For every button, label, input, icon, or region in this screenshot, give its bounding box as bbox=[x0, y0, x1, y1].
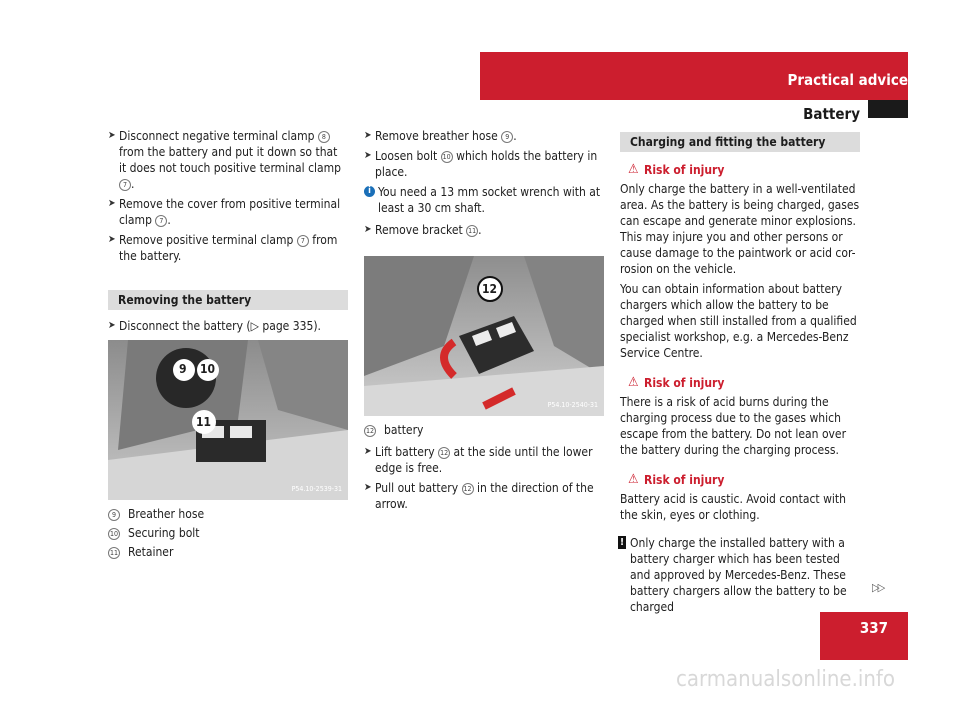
warning-2: ⚠ Risk of injury There is a risk of acid burns during the charging process due to the gases which escape from the battery. Do not lean over the battery during the charging process. bbox=[620, 375, 847, 457]
step: ➤ Loosen bolt 10 which holds the battery in place. bbox=[364, 149, 598, 179]
step-arrow-icon: ➤ bbox=[364, 150, 372, 161]
exclamation-icon: ! bbox=[619, 537, 625, 548]
step: ➤ Lift battery 12 at the side until the lower edge is free. bbox=[364, 445, 593, 475]
photo-mark: 12 bbox=[482, 282, 498, 296]
step-arrow-icon: ➤ bbox=[108, 234, 116, 245]
callout-7: 7 bbox=[119, 179, 131, 191]
photo-mark: 9 bbox=[179, 362, 187, 376]
column-2 bbox=[364, 128, 604, 242]
photo-mark: 11 bbox=[196, 415, 212, 429]
info-icon: i bbox=[364, 186, 375, 197]
legend-1 bbox=[108, 506, 348, 563]
seat-photo bbox=[364, 256, 604, 416]
subsection-title: Battery bbox=[803, 105, 860, 123]
warning-1: ⚠ Risk of injury Only charge the battery in a well-ventilated area. As the battery is being charged, gases can escape and generate minor explosions. This may injure you and other persons or cause damage to the paintwork or acid cor-rosion on the vehicle. You can obtain information about battery chargers which allow the battery to be charged when still installed from a qualified specialist workshop, e.g. a Mercedes-Benz Service Centre. bbox=[620, 162, 860, 360]
legend-item: 9 Breather hose bbox=[108, 506, 348, 522]
column-2-lower bbox=[364, 422, 604, 516]
page-ref-icon: ▷ bbox=[250, 319, 259, 333]
battery-photo-1 bbox=[108, 340, 348, 500]
step: ➤ Pull out battery 12 in the direction of the arrow. bbox=[364, 481, 594, 511]
photo-caption: P54.10-2540-31 bbox=[547, 401, 598, 409]
step: ➤ Remove bracket 11 . bbox=[364, 223, 482, 237]
caution-note: ! Only charge the installed battery with a battery charger which has been tested and approved by Mercedes-Benz. These battery chargers allow the battery to be charged bbox=[619, 536, 847, 614]
battery-photo-2 bbox=[364, 256, 604, 416]
step: ➤ Disconnect the battery (▷ page 335). bbox=[108, 319, 321, 333]
callout-8: 8 bbox=[318, 131, 330, 143]
legend-item: 10 Securing bolt bbox=[109, 526, 200, 540]
step: ➤ Remove positive terminal clamp 7 from the battery. bbox=[108, 233, 338, 263]
header-tab bbox=[868, 100, 908, 118]
step: ➤ Remove the cover from positive terminal clamp 7 . bbox=[108, 197, 341, 227]
column-3 bbox=[620, 132, 860, 615]
page-ref-link[interactable]: page 335). bbox=[262, 319, 321, 333]
removing-heading: Removing the battery bbox=[108, 290, 348, 310]
warning-triangle-icon: ⚠ bbox=[628, 472, 639, 487]
charging-heading: Charging and fitting the battery bbox=[620, 132, 860, 152]
warning-triangle-icon: ⚠ bbox=[628, 162, 639, 177]
info-note: i You need a 13 mm socket wrench with at least a 30 cm shaft. bbox=[364, 184, 604, 216]
column-1 bbox=[108, 128, 348, 338]
step: ➤ Remove breather hose 9 . bbox=[364, 129, 517, 143]
callout-7: 7 bbox=[155, 215, 167, 227]
step-arrow-icon: ➤ bbox=[364, 482, 372, 493]
photo-mark: 10 bbox=[200, 362, 216, 376]
callout-7: 7 bbox=[297, 235, 309, 247]
legend-item: 12 battery bbox=[365, 423, 424, 437]
step-arrow-icon: ➤ bbox=[108, 130, 116, 141]
step: ➤ Disconnect negative terminal clamp 8 from the battery and put it down so that it does not touch positive terminal clamp 7 . bbox=[108, 129, 342, 191]
step-arrow-icon: ➤ bbox=[364, 446, 372, 457]
watermark: carmanualsonline.info bbox=[676, 667, 895, 692]
step-arrow-icon: ➤ bbox=[108, 320, 116, 331]
step-arrow-icon: ➤ bbox=[108, 198, 116, 209]
page-number: 337 bbox=[859, 619, 888, 637]
seat-photo bbox=[108, 340, 348, 500]
photo-caption: P54.10-2539-31 bbox=[291, 485, 342, 493]
step-arrow-icon: ➤ bbox=[364, 130, 372, 141]
step-arrow-icon: ➤ bbox=[364, 224, 372, 235]
continued-marker: ▷▷ bbox=[872, 581, 884, 594]
section-title: Practical advice bbox=[787, 71, 908, 89]
legend-item: 11 Retainer bbox=[109, 545, 174, 559]
warning-3: ⚠ Risk of injury Battery acid is caustic. Avoid contact with the skin, eyes or clothing. bbox=[620, 472, 846, 522]
warning-triangle-icon: ⚠ bbox=[628, 375, 639, 390]
